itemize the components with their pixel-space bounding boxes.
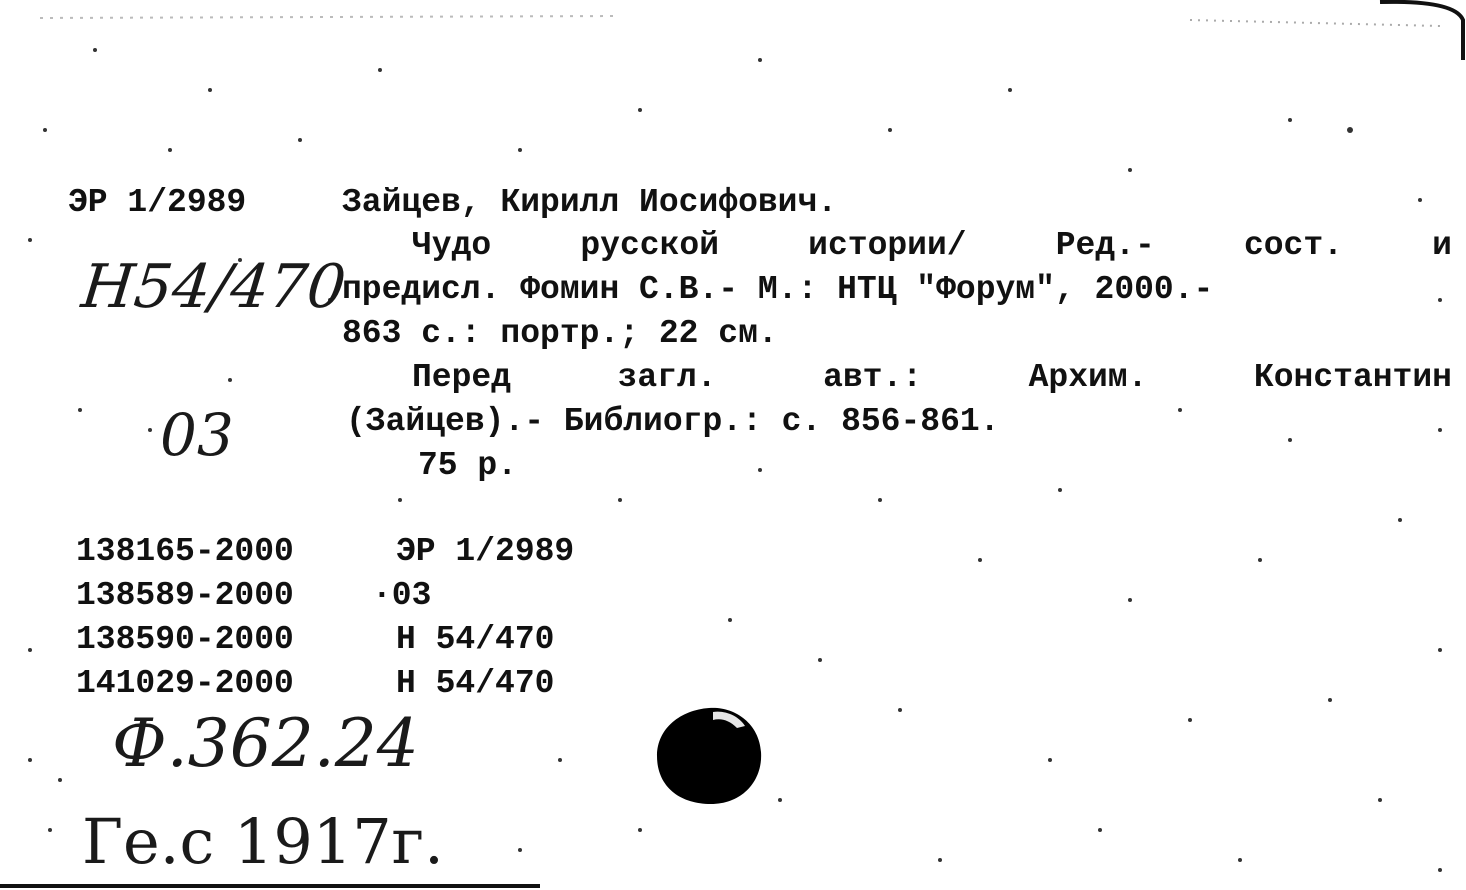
title-word: и <box>1432 227 1452 264</box>
inventory-number: 141029-2000 <box>76 665 294 702</box>
title-line <box>412 224 1452 268</box>
note-word: Константин <box>1253 359 1452 396</box>
physical-description: 863 с.: портр.; 22 см. <box>342 315 778 352</box>
note-word: авт.: <box>823 359 923 396</box>
shelfmark: ЭР 1/2989 <box>68 184 247 221</box>
imprint-line: предисл. Фомин С.В.- М.: НТЦ "Форум", 2000.- <box>342 271 1214 308</box>
note-word: Перед <box>412 359 512 396</box>
handwritten-call-number: Н54/470 <box>78 252 350 322</box>
author-heading: Зайцев, Кирилл Иосифович. <box>342 184 838 221</box>
handwritten-note: Ге.с 1917г. <box>82 805 444 878</box>
note-word: Архим. <box>1028 359 1148 396</box>
inventory-code: ·03 <box>372 577 432 614</box>
inventory-code: Н 54/470 <box>396 621 555 658</box>
note-word: загл. <box>617 359 717 396</box>
handwritten-location: 03 <box>160 401 234 469</box>
inventory-number: 138165-2000 <box>76 533 294 570</box>
title-word: сост. <box>1243 227 1343 264</box>
title-word: русской <box>580 227 719 264</box>
inventory-code: Н 54/470 <box>396 665 555 702</box>
inventory-number: 138589-2000 <box>76 577 294 614</box>
punch-hole <box>655 706 763 806</box>
title-word: Ред.- <box>1055 227 1155 264</box>
note-line <box>412 356 1452 400</box>
title-word: Чудо <box>412 227 492 264</box>
price: 75 р. <box>418 447 518 484</box>
inventory-number: 138590-2000 <box>76 621 294 658</box>
handwritten-fund: Ф.362.24 <box>112 705 419 782</box>
title-word: истории/ <box>808 227 967 264</box>
inventory-code: ЭР 1/2989 <box>396 533 575 570</box>
bibliography-note: (Зайцев).- Библиогр.: с. 856-861. <box>346 403 1000 440</box>
